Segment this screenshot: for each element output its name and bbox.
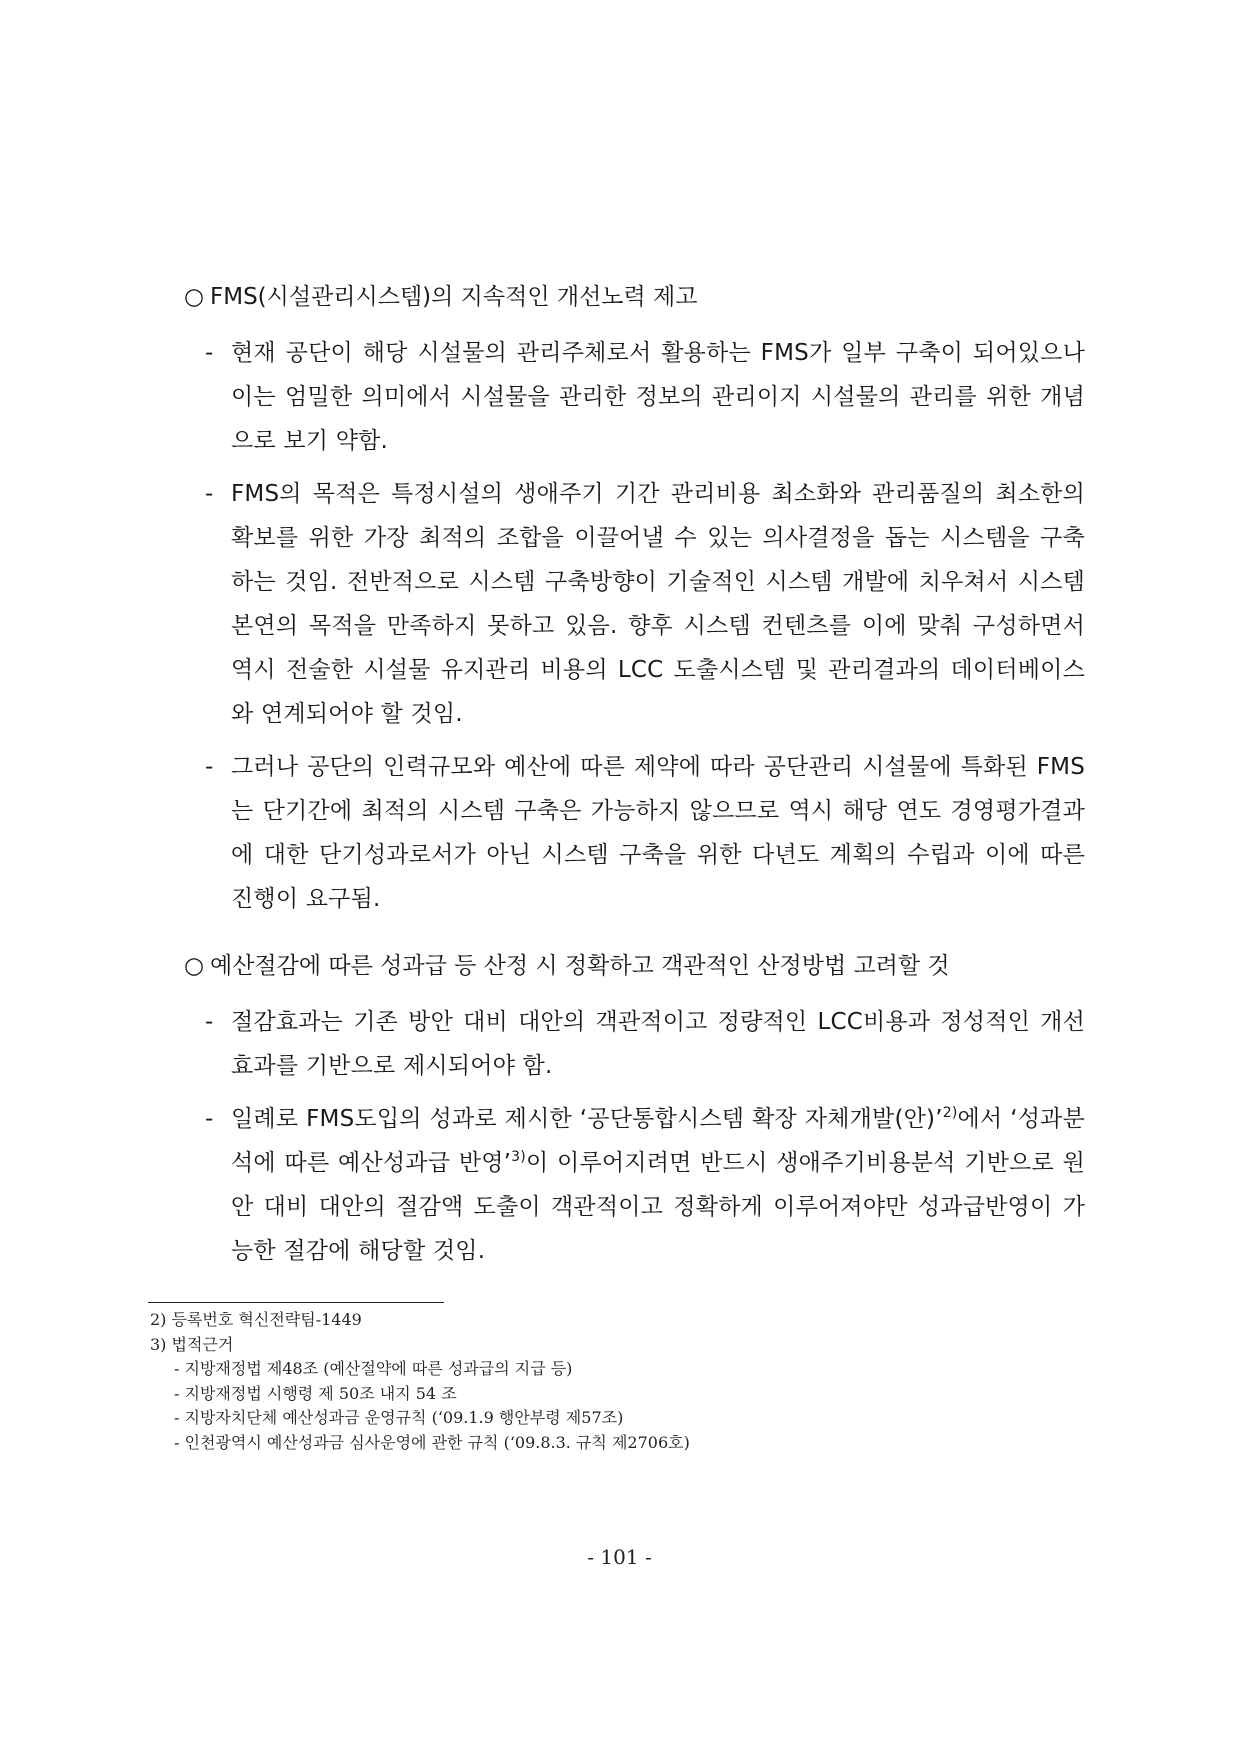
- circle-bullet: ○: [184, 284, 205, 310]
- footnotes: [150, 1308, 1050, 1455]
- text-segment: 이 이루어지려면 반드시 생애주기비용분석 기반으로 원: [525, 1150, 1085, 1176]
- text-line: FMS의 목적은 특정시설의 생애주기 기간 관리비용 최소화와 관리품질의 최소한의: [231, 481, 1085, 507]
- text-line: 효과를 기반으로 제시되어야 함.: [231, 1053, 553, 1079]
- text-line: [231, 1141, 1085, 1185]
- text-line: 능한 절감에 해당할 것임.: [231, 1238, 486, 1264]
- text-line: 하는 것임. 전반적으로 시스템 구축방향이 기술적인 시스템 개발에 치우쳐서 시스템: [231, 569, 1085, 595]
- text-line: 에 대한 단기성과로서가 아닌 시스템 구축을 위한 다년도 계획의 수립과 이에 따른: [231, 842, 1085, 868]
- text-line: 안 대비 대안의 절감액 도출이 객관적이고 정확하게 이루어져야만 성과급반영이 가: [231, 1194, 1085, 1220]
- paragraph: [231, 745, 1085, 921]
- text-line: 는 단기간에 최적의 시스템 구축은 가능하지 않으므로 역시 해당 연도 경영평가결과: [231, 798, 1085, 824]
- section-title: 예산절감에 따른 성과급 등 산정 시 정확하고 객관적인 산정방법 고려할 것: [210, 953, 950, 979]
- text-line: 진행이 요구됨.: [231, 886, 381, 912]
- text-line: 이는 엄밀한 의미에서 시설물을 관리한 정보의 관리이지 시설물의 관리를 위한 개념: [231, 384, 1085, 410]
- section-heading-fms: [184, 282, 1084, 312]
- text-line: 절감효과는 기존 방안 대비 대안의 객관적이고 정량적인 LCC비용과 정성적인 개선: [231, 1009, 1085, 1035]
- footnote-ref-3: 3): [511, 1149, 526, 1165]
- footnote-3-item: - 지방재정법 시행령 제 50조 내지 54 조: [174, 1383, 457, 1403]
- paragraph: [231, 331, 1085, 463]
- text-line: 확보를 위한 가장 최적의 조합을 이끌어낼 수 있는 의사결정을 돕는 시스템을 구축: [231, 525, 1085, 551]
- footnote-3-item: - 지방자치단체 예산성과금 운영규칙 (‘09.1.9 행안부령 제57조): [174, 1408, 624, 1427]
- section-title: FMS(시설관리시스템)의 지속적인 개선노력 제고: [210, 284, 698, 310]
- page-number: - 101 -: [587, 1545, 652, 1569]
- paragraph: [231, 472, 1085, 736]
- text-line: 본연의 목적을 만족하지 못하고 있음. 향후 시스템 컨텐츠를 이에 맞춰 구성하면서: [231, 613, 1085, 639]
- footnote-2: 2) 등록번호 혁신전략팀-1449: [150, 1310, 362, 1329]
- text-segment: 석에 따른 예산성과급 반영’: [231, 1150, 512, 1176]
- footnote-3-item: - 지방재정법 제48조 (예산절약에 따른 성과급의 지급 등): [174, 1359, 573, 1378]
- text-segment: 일례로 FMS도입의 성과로 제시한 ‘공단통합시스템 확장 자체개발(안)’: [231, 1106, 943, 1132]
- footnote-ref-2: 2): [942, 1105, 958, 1121]
- text-line: 그러나 공단의 인력규모와 예산에 따른 제약에 따라 공단관리 시설물에 특화된 FMS: [231, 754, 1085, 780]
- dash-bullet: -: [205, 481, 214, 507]
- text-line: 와 연계되어야 할 것임.: [231, 701, 463, 727]
- text-line: [231, 1097, 1085, 1141]
- paragraph: [231, 1000, 1085, 1088]
- dash-bullet: -: [205, 1106, 214, 1132]
- footnote-divider: [148, 1302, 444, 1303]
- text-line: 현재 공단이 해당 시설물의 관리주체로서 활용하는 FMS가 일부 구축이 되어있으나: [231, 340, 1085, 366]
- section-heading-budget: [184, 951, 1084, 981]
- footnote-3: 3) 법적근거: [150, 1334, 234, 1354]
- dash-bullet: -: [205, 1009, 214, 1035]
- circle-bullet: ○: [184, 953, 205, 979]
- paragraph: [231, 1097, 1085, 1273]
- text-segment: 에서 ‘성과분: [957, 1106, 1085, 1132]
- text-line: 으로 보기 약함.: [231, 428, 389, 454]
- footnote-3-item: - 인천광역시 예산성과금 심사운영에 관한 규칙 (‘09.8.3. 규칙 제2706호): [174, 1432, 690, 1452]
- dash-bullet: -: [205, 754, 214, 780]
- dash-bullet: -: [205, 340, 214, 366]
- text-line: 역시 전술한 시설물 유지관리 비용의 LCC 도출시스템 및 관리결과의 데이터베이스: [231, 657, 1085, 683]
